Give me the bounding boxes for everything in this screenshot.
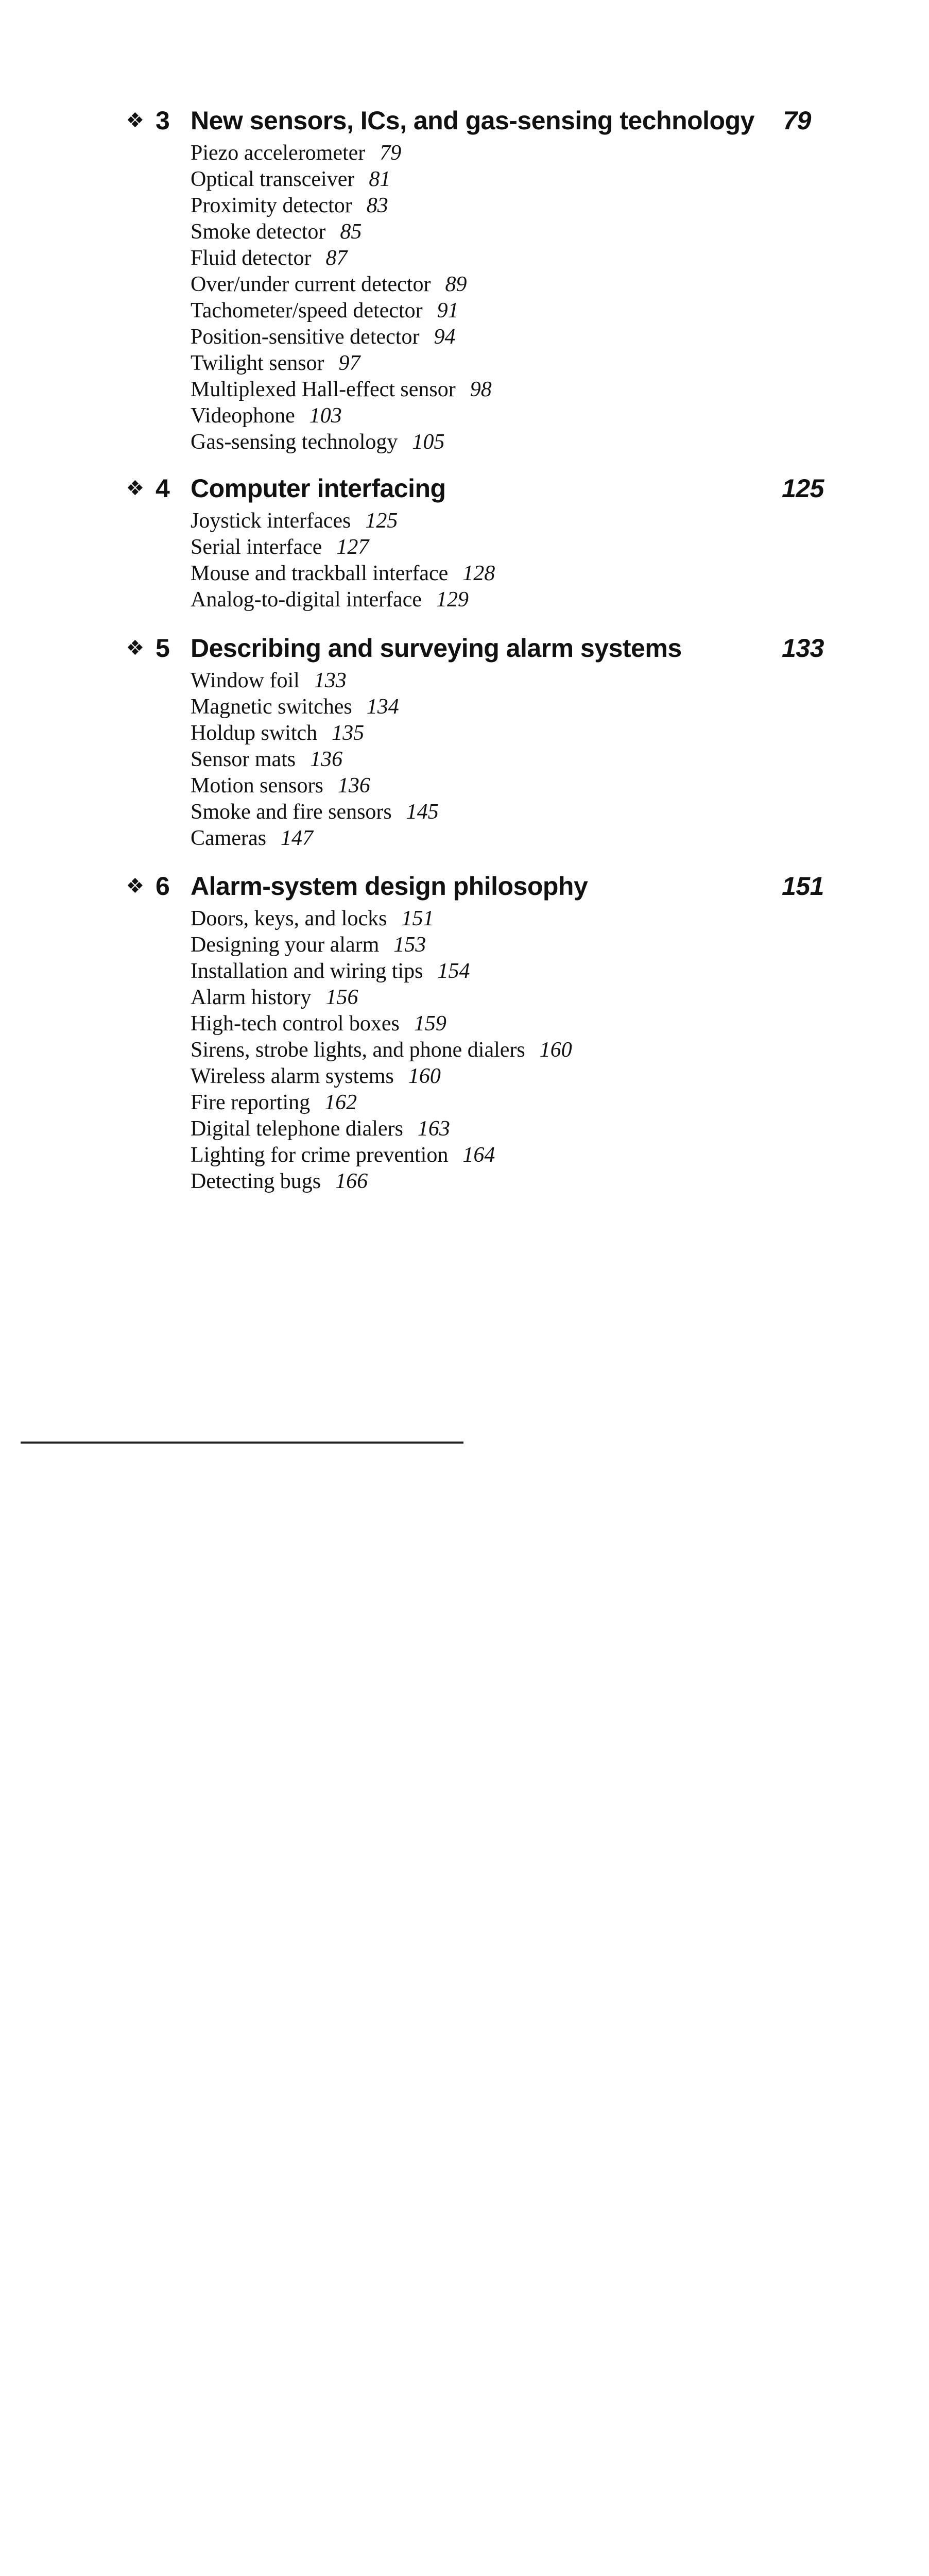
entry-page: 105 bbox=[412, 430, 445, 454]
entry-page: 136 bbox=[337, 774, 370, 798]
toc-entry[interactable] bbox=[191, 747, 824, 773]
entry-title: Multiplexed Hall-effect sensor bbox=[191, 378, 456, 401]
entry-page: 134 bbox=[366, 695, 399, 719]
entry-title: Optical transceiver bbox=[191, 167, 355, 191]
footnote-rule bbox=[21, 1442, 463, 1444]
chapter-page: 151 bbox=[782, 872, 824, 901]
toc-entry[interactable] bbox=[191, 906, 824, 932]
entry-title: Gas-sensing technology bbox=[191, 430, 398, 454]
entry-title: Piezo accelerometer bbox=[191, 141, 366, 165]
chapter-title[interactable]: Describing and surveying alarm systems bbox=[191, 634, 682, 663]
entry-title: Sensor mats bbox=[191, 748, 296, 771]
chapter-title[interactable]: Computer interfacing bbox=[191, 474, 446, 503]
toc-entry[interactable] bbox=[191, 932, 824, 958]
entry-title: High-tech control boxes bbox=[191, 1012, 400, 1036]
entry-title: Holdup switch bbox=[191, 721, 318, 745]
entry-title: Digital telephone dialers bbox=[191, 1117, 403, 1141]
toc-entry[interactable] bbox=[191, 1168, 824, 1195]
toc-entry[interactable] bbox=[191, 219, 824, 245]
entry-page: 125 bbox=[365, 509, 398, 533]
toc-entry[interactable] bbox=[191, 298, 824, 324]
entry-title: Alarm history bbox=[191, 986, 312, 1009]
chapter-number: 5 bbox=[156, 634, 170, 663]
chapter-4 bbox=[124, 469, 824, 613]
chapter-3 bbox=[124, 101, 824, 455]
chapter-page: 133 bbox=[782, 634, 824, 663]
entry-page: 154 bbox=[437, 959, 470, 983]
entry-title: Fire reporting bbox=[191, 1091, 311, 1114]
entry-title: Doors, keys, and locks bbox=[191, 907, 387, 930]
entry-page: 162 bbox=[324, 1091, 357, 1114]
entry-page: 128 bbox=[462, 562, 495, 585]
section-list bbox=[124, 508, 824, 613]
entry-title: Mouse and trackball interface bbox=[191, 562, 449, 585]
toc-entry[interactable] bbox=[191, 1011, 824, 1037]
toc-entry[interactable] bbox=[191, 508, 824, 534]
entry-title: Installation and wiring tips bbox=[191, 959, 423, 983]
entry-page: 98 bbox=[470, 378, 492, 401]
chapter-5 bbox=[124, 629, 824, 852]
entry-page: 94 bbox=[434, 325, 456, 349]
chapter-heading bbox=[124, 867, 824, 906]
entry-page: 145 bbox=[406, 800, 439, 824]
entry-title: Motion sensors bbox=[191, 774, 323, 798]
toc-entry[interactable] bbox=[191, 350, 824, 377]
entry-page: 81 bbox=[369, 167, 391, 191]
entry-page: 160 bbox=[408, 1064, 441, 1088]
entry-page: 83 bbox=[366, 194, 388, 217]
toc-entry[interactable] bbox=[191, 140, 824, 166]
diamond-bullet-icon: ❖ bbox=[126, 477, 144, 500]
entry-title: Lighting for crime prevention bbox=[191, 1143, 449, 1167]
entry-page: 147 bbox=[280, 826, 313, 850]
entry-title: Analog-to-digital interface bbox=[191, 588, 422, 612]
entry-page: 127 bbox=[336, 535, 369, 559]
entry-title: Tachometer/speed detector bbox=[191, 299, 423, 323]
diamond-bullet-icon: ❖ bbox=[126, 109, 144, 132]
toc-entry[interactable] bbox=[191, 1116, 824, 1142]
entry-page: 91 bbox=[437, 299, 459, 323]
entry-page: 129 bbox=[436, 588, 469, 612]
entry-title: Proximity detector bbox=[191, 194, 352, 217]
section-list bbox=[124, 668, 824, 852]
entry-title: Sirens, strobe lights, and phone dialers bbox=[191, 1038, 525, 1062]
entry-title: Smoke detector bbox=[191, 220, 326, 244]
toc-entry[interactable] bbox=[191, 534, 824, 561]
entry-page: 151 bbox=[401, 907, 434, 930]
toc-entry[interactable] bbox=[191, 245, 824, 272]
chapter-heading bbox=[124, 629, 824, 668]
entry-page: 136 bbox=[310, 748, 343, 771]
entry-page: 87 bbox=[325, 246, 348, 270]
toc-entry[interactable] bbox=[191, 720, 824, 747]
toc-entry[interactable] bbox=[191, 587, 824, 613]
entry-page: 103 bbox=[309, 404, 342, 428]
toc-entry[interactable] bbox=[191, 1037, 824, 1063]
section-list bbox=[124, 140, 824, 455]
chapter-title[interactable]: Alarm-system design philosophy bbox=[191, 872, 588, 901]
toc-entry[interactable] bbox=[191, 561, 824, 587]
toc-entry[interactable] bbox=[191, 403, 824, 429]
chapter-6 bbox=[124, 867, 824, 1195]
entry-page: 133 bbox=[314, 669, 347, 692]
entry-title: Window foil bbox=[191, 669, 300, 692]
toc-entry[interactable] bbox=[191, 1090, 824, 1116]
entry-page: 163 bbox=[417, 1117, 450, 1141]
toc-entry[interactable] bbox=[191, 1063, 824, 1090]
toc-entry[interactable] bbox=[191, 166, 824, 193]
entry-title: Over/under current detector bbox=[191, 273, 431, 296]
toc-entry[interactable] bbox=[191, 429, 824, 455]
entry-page: 153 bbox=[393, 933, 426, 957]
section-list bbox=[124, 906, 824, 1195]
entry-title: Joystick interfaces bbox=[191, 509, 351, 533]
entry-page: 85 bbox=[340, 220, 362, 244]
entry-title: Magnetic switches bbox=[191, 695, 352, 719]
entry-title: Twilight sensor bbox=[191, 351, 324, 375]
entry-title: Position-sensitive detector bbox=[191, 325, 420, 349]
toc-entry[interactable] bbox=[191, 324, 824, 350]
toc-entry[interactable] bbox=[191, 668, 824, 694]
entry-page: 166 bbox=[335, 1170, 368, 1193]
entry-title: Videophone bbox=[191, 404, 295, 428]
toc-entry[interactable] bbox=[191, 193, 824, 219]
chapter-title[interactable]: New sensors, ICs, and gas-sensing technology bbox=[191, 106, 754, 135]
toc-entry[interactable] bbox=[191, 1142, 824, 1168]
toc-entry[interactable] bbox=[191, 694, 824, 720]
toc-entry[interactable] bbox=[191, 377, 824, 403]
entry-title: Detecting bugs bbox=[191, 1170, 321, 1193]
entry-page: 97 bbox=[338, 351, 360, 375]
toc-entry[interactable] bbox=[191, 799, 824, 825]
chapter-heading bbox=[124, 101, 824, 140]
entry-page: 164 bbox=[462, 1143, 495, 1167]
diamond-bullet-icon: ❖ bbox=[126, 637, 144, 659]
entry-title: Serial interface bbox=[191, 535, 322, 559]
entry-page: 89 bbox=[445, 273, 467, 296]
entry-page: 135 bbox=[332, 721, 365, 745]
toc-entry[interactable] bbox=[191, 825, 824, 852]
toc-entry[interactable] bbox=[191, 773, 824, 799]
chapter-number: 3 bbox=[156, 106, 170, 135]
toc-entry[interactable] bbox=[191, 985, 824, 1011]
toc-entry[interactable] bbox=[191, 272, 824, 298]
chapter-heading bbox=[124, 469, 824, 508]
entry-title: Smoke and fire sensors bbox=[191, 800, 392, 824]
entry-page: 160 bbox=[539, 1038, 572, 1062]
entry-title: Designing your alarm bbox=[191, 933, 380, 957]
diamond-bullet-icon: ❖ bbox=[126, 875, 144, 897]
entry-title: Wireless alarm systems bbox=[191, 1064, 394, 1088]
entry-page: 79 bbox=[380, 141, 402, 165]
entry-title: Fluid detector bbox=[191, 246, 312, 270]
chapter-number: 6 bbox=[156, 872, 170, 901]
entry-page: 159 bbox=[414, 1012, 446, 1036]
chapter-page: 125 bbox=[782, 474, 824, 503]
chapter-number: 4 bbox=[156, 474, 170, 503]
entry-title: Cameras bbox=[191, 826, 266, 850]
chapter-page: 79 bbox=[783, 106, 811, 135]
entry-page: 156 bbox=[325, 986, 358, 1009]
toc-entry[interactable] bbox=[191, 958, 824, 985]
